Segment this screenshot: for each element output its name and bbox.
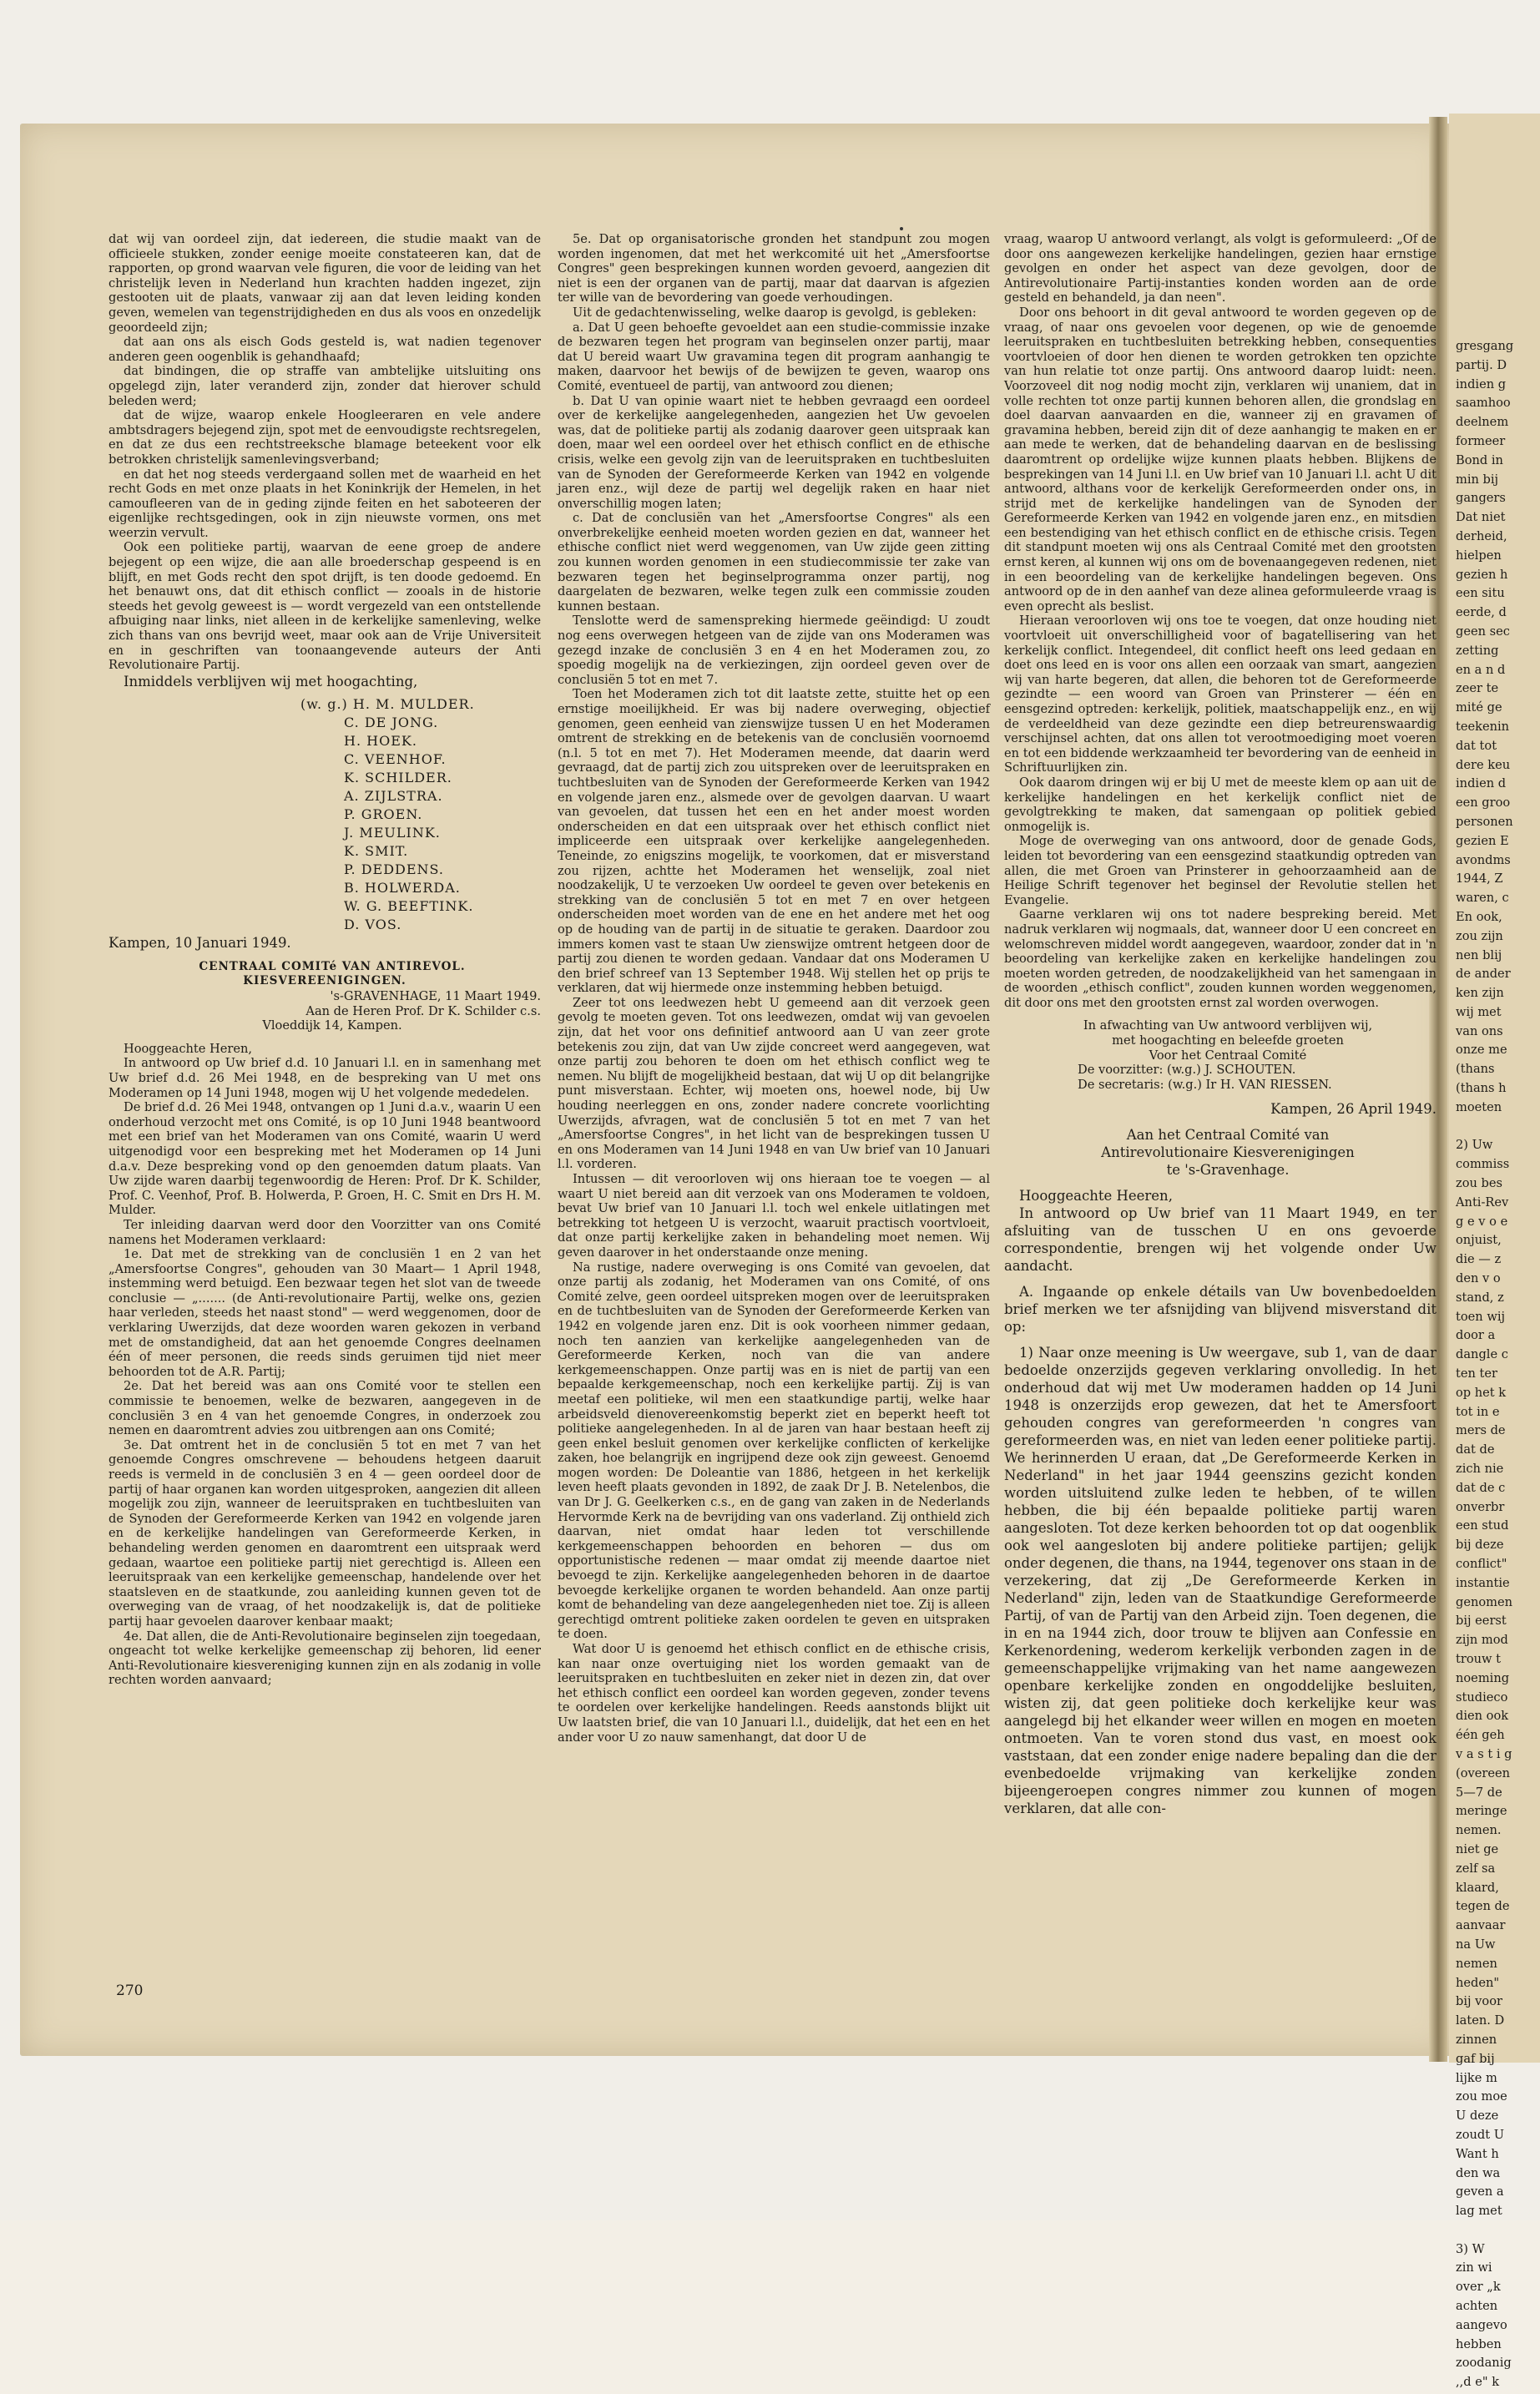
next-page-fragment: (overeen: [1456, 1765, 1511, 1780]
next-page-fragment: deelnem: [1456, 415, 1509, 430]
next-page-fragment: Anti-Rev: [1456, 1194, 1509, 1210]
next-page-fragment: formeer: [1456, 433, 1506, 448]
next-page-fragment: (thans h: [1456, 1081, 1507, 1096]
next-page-fragment: zetting: [1456, 643, 1499, 658]
paragraph: c. Dat de conclusiën van het „Amersfoortse Congres" als een onverbrekelijke eenheid moeten worden gezien en dat, wanneer het ethische conflict niet werd weggenomen, van Uw zijde geen zitting zou kunnen worden genomen in een studiecommissie ter zake van bezwaren tegen het beginselprogramma onzer partij, nog daargelaten de bezwaren, welke tegen zulk een commissie zouden kunnen bestaan.: [558, 511, 990, 614]
next-page-fragment: dere keu: [1456, 757, 1511, 772]
next-page-fragment: zou moe: [1456, 2089, 1507, 2104]
paragraph: en dat het nog steeds verdergaand sollen met de waarheid en het recht Gods en met onze plaats in het Koninkrijk der Hemelen, in het camoufleeren van de in geding zijnde feiten en het saboteeren der eigenlijke rechtsgedingen, ook in zijn nieuwste vormen, ons met weerzin vervult.: [109, 467, 541, 540]
next-page-fragment: derheid,: [1456, 528, 1507, 543]
addressee-line: Aan het Centraal Comité van: [1126, 1127, 1330, 1144]
next-page-fragment: gezien E: [1456, 833, 1509, 848]
next-page-fragment: mité ge: [1456, 700, 1502, 715]
paragraph: Tenslotte werd de samenspreking hiermede geëindigd: U zoudt nog eens overwegen hetgeen van de zijde van ons Moderamen was gezegd inzake de conclusiën 3 en 4 en het Moderamen zou, zo spoedig mogelijk na de verkiezingen, zijn oordeel geven over de conclusiën 5 tot en met 7.: [558, 614, 990, 687]
paragraph: Door ons behoort in dit geval antwoord te worden gegeven op de vraag, of naar ons gevoelen voor degenen, op wie de genoemde leeruitspraken en tuchtbesluiten betrekking hebben, consequenties voortvloeien of door hen dienen te worden getrokken ten opzichte van hun relatie tot onze partij. Ons antwoord daarop luidt: neen. Voorzoveel dit nog nodig mocht zijn, verklaren wij unaniem, dat in volle rechten tot onze partij kunnen behoren allen, die grondslag en doel daarvan aanvaarden en die, wanneer zij en gravamen of gravamina hebben, bereid zijn dit of deze aanhangig te maken en er aan mede te werken, dat de behandeling daarvan en de beslissing daaromtrent op ordelijke wijze kunnen plaats hebben. Blijkens de besprekingen van 14 Juni l.l. en Uw brief van 10 Januari l.l. acht U dit antwoord, althans voor de kerkelijk Gereformeerden onder ons, in strijd met de kerkelijke handelingen van de Synoden der Gereformeerde Kerken van 1942 en volgende jaren enz., en mitsdien een bestendiging van het ethisch conflict en de ethische crisis. Tegen dit standpunt moeten wij ons als Centraal Comité met den grootsten ernst keren, al kunnen wij ons om de bovenaangegeven redenen, niet in een beoordeling van de kerkelijke handelingen begeven. Ons antwoord op de in den aanhef van deze alinea geformuleerde vraag is even oprecht als beslist.: [1004, 305, 1436, 614]
next-page-fragment: ten ter: [1456, 1366, 1498, 1381]
signatory: P. DEDDENS.: [344, 861, 445, 877]
paragraph: 4e. Dat allen, die de Anti-Revolutionaire beginselen zijn toegedaan, ongeacht tot welke kerkelijke gemeenschap zij behoren, lid eener Anti-Revolutionaire kiesvereniging kunnen zijn en als zodanig in volle rechten worden aanvaard;: [109, 1629, 541, 1688]
next-page-fragment: 3) W: [1456, 2241, 1485, 2256]
next-page-fragment: aangevo: [1456, 2317, 1507, 2332]
next-page-fragment: op het k: [1456, 1385, 1507, 1400]
closing-line: Inmiddels verblijven wij met hoogachting,: [124, 673, 418, 689]
salutation: Hooggeachte Heeren,: [1019, 1188, 1173, 1205]
next-page-fragment: de ander: [1456, 967, 1511, 982]
next-page-fragment: van ons: [1456, 1023, 1503, 1038]
signatory: K. SCHILDER.: [344, 769, 452, 785]
next-page-fragment: g e v o e: [1456, 1214, 1508, 1229]
next-page-fragment: saamhoo: [1456, 396, 1511, 411]
next-page-fragment: trouw t: [1456, 1651, 1502, 1666]
next-page-fragment: zelf sa: [1456, 1861, 1496, 1876]
next-page-fragment: gangers: [1456, 491, 1506, 506]
next-page-fragment: na Uw: [1456, 1937, 1496, 1952]
paragraph: dat de wijze, waarop enkele Hoogleeraren en vele andere ambtsdragers bejegend zijn, spot met de eenvoudigste rechtsregelen, en dat ze dus een rechtstreeksche blamage beteekent voor elk betrokken christelijk samenlevingsverband;: [109, 408, 541, 467]
signatory: J. MEULINK.: [344, 824, 441, 841]
next-page-fragment: ken zijn: [1456, 986, 1504, 1001]
next-page-fragment: niet ge: [1456, 1841, 1499, 1856]
paragraph: Gaarne verklaren wij ons tot nadere bespreking bereid. Met nadruk verklaren wij nogmaals, dat, wanneer door U een concreet en welomschreven middel wordt aangegeven, waardoor, zonder dat in 'n beoordeling van kerkelijke zaken en kerkelijke handelingen zou moeten worden getreden, de noodzakelijkheid van het samengaan in de woorden „ethisch conflict", zouden kunnen worden weggenomen, dit door ons met den grootsten ernst zal worden overwogen.: [1004, 907, 1436, 1010]
next-page-fragment: v a s t i g: [1456, 1746, 1512, 1761]
signature-chair: De voorzitter: (w.g.) J. SCHOUTEN.: [1078, 1063, 1296, 1078]
signatory: K. SMIT.: [344, 842, 409, 859]
paragraph: 5e. Dat op organisatorische gronden het standpunt zou mogen worden ingenomen, dat met het werkcomité uit het „Amersfoortse Congres" geen besprekingen kunnen worden gevoerd, aangezien dit niet is een der organen van de partij, maar dat daarvan is afgezien ter wille van de bevordering van goede verhoudingen.: [558, 232, 990, 306]
addressee-line: Vloeddijk 14, Kampen.: [262, 1018, 402, 1033]
next-page-fragment: Dat niet: [1456, 510, 1506, 525]
next-page-fragment: zin wi: [1456, 2260, 1492, 2275]
signatory: C. DE JONG.: [344, 714, 439, 730]
next-page-fragment: hebben: [1456, 2336, 1502, 2351]
closing-line: met hoogachting en beleefde groeten: [1112, 1033, 1344, 1048]
next-page-fragment: teekenin: [1456, 719, 1510, 734]
next-page-fragment: heden": [1456, 1975, 1500, 1990]
paragraph: Ook een politieke partij, waarvan de eene groep de andere bejegent op een wijze, die aan alle broederschap gespeend is en blijft, en met Gods recht den spot drijft, is ten doode gedoemd. En het benauwt ons, dat dit ethisch conflict — zooals in de historie steeds het gevolg geweest is — wordt vergezeld van een ontstellende afbuiging naar links, niet alleen in de kerkelijke samenleving, welke zich thans van ons bevrijd weet, maar ook aan de Vrije Universiteit en in geschriften van toonaangevende auteurs der Anti Revolutionaire Partij.: [109, 540, 541, 673]
column-left: [109, 232, 541, 2002]
next-page-fragment: die — z: [1456, 1252, 1502, 1267]
next-page-fragment: instantie: [1456, 1575, 1510, 1590]
paragraph: In antwoord op Uw brief d.d. 10 Januari l.l. en in samenhang met Uw brief d.d. 26 Mei 1948, en de bespreking van U met ons Moderamen op 14 Juni 1948, mogen wij U het volgende mededelen.: [109, 1056, 541, 1100]
next-page-fragment: dangle c: [1456, 1347, 1508, 1362]
signatory: P. GROEN.: [344, 806, 423, 822]
next-page-fragment: zou zijn: [1456, 928, 1503, 943]
next-page-fragment: toen wij: [1456, 1309, 1506, 1324]
salutation: Hooggeachte Heren,: [124, 1041, 253, 1056]
next-page-fragment: commiss: [1456, 1157, 1510, 1172]
addressee-line: te 's-Gravenhage.: [1166, 1162, 1290, 1179]
next-page-fragment: nemen: [1456, 1956, 1497, 1971]
letter-date: Kampen, 26 April 1949.: [1270, 1101, 1436, 1118]
column-right: [1004, 232, 1436, 2035]
next-page-fragment: een stud: [1456, 1518, 1509, 1533]
next-page-fragment: wij met: [1456, 1004, 1502, 1019]
signatory: H. HOEK.: [344, 732, 417, 749]
next-page-fragment: door a: [1456, 1328, 1496, 1343]
paragraph: dat aan ons als eisch Gods gesteld is, wat nadien tegenover anderen geen oogenblik is gehandhaafd;: [109, 335, 541, 364]
next-page-fragment: Want h: [1456, 2146, 1499, 2161]
next-page-fragment: een situ: [1456, 586, 1505, 601]
next-page-fragment: nen blij: [1456, 947, 1502, 962]
signatory: B. HOLWERDA.: [344, 879, 461, 896]
paragraph: Toen het Moderamen zich tot dit laatste zette, stuitte het op een ernstige moeilijkheid. Er was bij nadere overweging, objectief genomen, geen eenheid van zienswijze tussen U en het Moderamen omtrent de strekking en de betekenis van de conclusiën voornoemd (n.l. 5 tot en met 7). Het Moderamen meende, dat daarin werd gevraagd, dat de partij zich zou uitspreken over de leeruitspraken en tuchtbesluiten van de Synoden der Gereformeerde Kerken van 1942 en volgende jaren enz., alsmede over de gevolgen daarvan. U waart van gevoelen, dat tussen het een en het ander moest worden onderscheiden en dat een uitspraak over het ethisch conflict niet impliceerde een uitspraak over kerkelijke aangelegenheden. Teneinde, zo enigszins mogelijk, te voorkomen, dat er misverstand zou rijzen, achtte het Moderamen het wenselijk, zoal niet noodzakelijk, U te verzoeken Uw oordeel te geven over betekenis en strekking van de conclusiën 5 tot en met 7 en over hetgeen onderscheiden moet worden van de ene en het andere met het oog op de houding van de partij in de situatie te geraken. Daardoor zou immers komen vast te staan Uw zienswijze omtrent hetgeen door de partij zou dienen te worden gedaan. Vandaar dat ons Moderamen U den brief schreef van 13 September 1948. Wij stellen het op prijs te verklaren, dat wij hiermede onze instemming hebben betuigd.: [558, 687, 990, 996]
next-page-fragment: [1456, 2223, 1540, 2242]
next-page-fragment: onze me: [1456, 1043, 1507, 1058]
next-page-fragment: dat de c: [1456, 1480, 1506, 1495]
paragraph: Ook daarom dringen wij er bij U met de meeste klem op aan uit de kerkelijke handelingen en het kerkelijk conflict niet de gevolgtrekking te maken, dat samengaan op politiek gebied onmogelijk is.: [1004, 775, 1436, 834]
next-page-fragment: stand, z: [1456, 1290, 1504, 1305]
signatory-list: [300, 695, 541, 934]
paragraph: Uit de gedachtenwisseling, welke daarop is gevolgd, is gebleken:: [573, 305, 977, 320]
signatory: (w. g.) H. M. MULDER.: [300, 695, 475, 712]
next-page-fragment: tegen de: [1456, 1899, 1510, 1914]
paragraph: b. Dat U van opinie waart niet te hebben gevraagd een oordeel over de kerkelijke aangelegenheden, aangezien het Uw gevoelen was, dat de politieke partij als zodanig daarover geen uitspraak kan doen, maar wel een oordeel over het ethisch conflict en de ethische crisis, welke een gevolg zijn van de leeruitspraken en tuchtbesluiten van de Synoden der Gereformeerde Kerken van 1942 en volgende jaren enz., wijl deze de partij wel degelijk raken en haar niet onverschillig mogen laten;: [558, 393, 990, 511]
paragraph: 1) Naar onze meening is Uw weergave, sub 1, van de daar bedoelde onzerzijds gegeven verklaring onvolledig. In het onderhoud dat wij met Uw moderamen hadden op 14 Juni 1948 is onzerzijds erop gewezen, dat het te Amersfoort gehouden congres van gereformeerden 'n congres van gereformeerden was, en niet van leden eener politieke partij. We herinnerden U eraan, dat „De Gereformeerde Kerken in Nederland" in het jaar 1944 geenszins gezicht konden worden uitsluitend zulke leden te hebben, of te willen hebben, die bij één bepaalde politieke partij waren aangesloten. Tot deze kerken behoorden tot op dat oogenblik ook wel aangesloten bij andere politieke partijen; gelijk onder degenen, die thans, na 1944, tegenover ons staan in de verzekering, dat zij „De Gereformeerde Kerken in Nederland" zijn, leden van de Staatkundige Gereformeerde Partij, of van de Partij van den Arbeid zijn. Toen degenen, die in en na 1944 zich, door trouw te blijven aan Confessie en Kerkenordening, wederom kerkelijk verbonden zagen in de gemeenschappelijke vrijmaking van het name aangewezen openbare kerkelijke zonden en ongoddelijke besluiten, wisten zij, dat geen politieke doch kerkelijke keur was aangelegd bij het elkander weer willen en mogen en moeten ontmoeten. Van te voren stond dus vast, en moest ook vaststaan, dat een zonder enige nadere bepaling dan die der evenbedoelde vrijmaking van kerkelijke zonden bijeengeroepen congres nimmer zou kunnen of mogen verklaren, dat alle con-: [1004, 1345, 1436, 1817]
next-page-fragment: personen: [1456, 814, 1513, 829]
next-page-fragment: bij deze: [1456, 1538, 1504, 1553]
signatory: C. VEENHOF.: [344, 750, 447, 767]
next-page-fragment: laten. D: [1456, 2013, 1505, 2028]
dateline: 's-GRAVENHAGE, 11 Maart 1949.: [330, 989, 541, 1003]
next-page-fragment: genomen: [1456, 1594, 1513, 1609]
next-page-fragment: hielpen: [1456, 548, 1502, 563]
paragraph: Na rustige, nadere overweging is ons Comité van gevoelen, dat onze partij als zodanig, het Moderamen van ons Comité, of ons Comité zelve, geen oordeel uitspreken mogen over de leeruitspraken en de tuchtbesluiten van de Synoden der Gereformeerde Kerken van 1942 en volgende jaren enz. Dit is ook voorheen nimmer gedaan, noch ten aanzien van kerkelijke aangelegenheden van de Gereformeerde Kerken, noch van die van andere kerkgemeenschappen. Onze partij was en is niet de partij van een bepaalde kerkgemeenschap, noch een kerkelijke partij. Zij is van meetaf een politieke, wil men een staatkundige partij, welke haar arbeidsveld dienovereenkomstig beperkt ziet en beperkt heeft tot politieke aangelegenheden. In al de jaren van haar bestaan heeft zij geen enkel besluit genomen over kerkelijke conflicten of kerkelijke zaken, hoe belangrijk en ingrijpend deze ook zijn geweest. Genoemd mogen worden: De Doleantie van 1886, hetgeen in het kerkelijk leven heeft plaats gevonden in 1892, de zaak Dr J. B. Netelenbos, die van Dr J. G. Geelkerken c.s., en de gang van zaken in de Nederlands Hervormde Kerk na de bevrijding van ons vaderland. Zij onthield zich daarvan, niet omdat haar leden tot verschillende kerkgemeenschappen behoorden en behoren — dus om opportunistische redenen — maar omdat zij meende daartoe niet bevoegd te zijn. Kerkelijke aangelegenheden behoren in de daartoe bevoegde kerkelijke organen te worden behandeld. Aan onze partij komt de behandeling van deze aangelegenheden niet toe. Zij is alleen gerechtigd omtrent politieke zaken oordelen te geven en uitspraken te doen.: [558, 1260, 990, 1642]
paragraph: In antwoord op Uw brief van 11 Maart 1949, en ter afsluiting van de tusschen U en ons gevoerde correspondentie, brengen wij het volgende onder Uw aandacht.: [1004, 1205, 1436, 1275]
next-page-fragment: noeming: [1456, 1670, 1510, 1685]
signatory: W. G. BEEFTINK.: [344, 897, 474, 914]
next-page-fragment: één geh: [1456, 1728, 1505, 1743]
next-page-fragment: bij voor: [1456, 1994, 1502, 2009]
next-page-fragment: zich nie: [1456, 1462, 1504, 1477]
paragraph: Wat door U is genoemd het ethisch conflict en de ethische crisis, kan naar onze overtuiging niet los worden gemaakt van de leeruitspraken en tuchtbesluiten en zeker niet in dezen zin, dat over het ethisch conflict een oordeel kan worden gegeven, zonder tevens te oordelen over kerkelijke handelingen. Reeds aanstonds blijkt uit Uw laatsten brief, die van 10 Januari l.l., duidelijk, dat het een en het ander voor U zo nauw samenhangt, dat door U de: [558, 1642, 990, 1745]
next-page-fragment: indien g: [1456, 376, 1507, 391]
next-page-fragment: een groo: [1456, 795, 1511, 811]
paragraph: Hieraan veroorloven wij ons toe te voegen, dat onze houding niet voortvloeit uit onverschilligheid voor of bagatellisering van het kerkelijk conflict. Integendeel, dit conflict heeft ons leed gedaan en doet ons leed en is voor ons allen een oorzaak van smart, aangezien wij van harte begeren, dat allen, die behoren tot de Gereformeerde gezindte — een woord van Groen van Prinsterer — één en eensgezind optreden: kerkelijk, politiek, maatschappelijk enz., en wij de verdeeldheid van deze gezindte een diep betreurenswaardig verschijnsel achten, dat ons allen tot verootmoediging moet voeren en tot een biddende werkzaamheid ter bevordering van de eenheid in Schriftuurlijken zin.: [1004, 614, 1436, 775]
next-page-fragment: zeer te: [1456, 681, 1499, 696]
paragraph: 3e. Dat omtrent het in de conclusiën 5 tot en met 7 van het genoemde Congres omschrevene — behoudens hetgeen daaruit reeds is vermeld in de conclusiën 3 en 4 — geen oordeel door de partij of haar organen kan worden uitgesproken, aangezien dit alleen mogelijk zou zijn, wanneer de leeruitspraken en tuchtbesluiten van de Synoden der Gereformeerde Kerken van 1942 en volgende jaren en de kerkelijke handelingen van Gereformeerde Kerken, in behandeling werden genomen en daaromtrent een uitspraak werd gedaan, waartoe een politieke partij niet gerechtigd is. Alleen een leeruitspraak van een kerkelijke gemeenschap, handelende over het staatsleven en de staatkunde, zou aanleiding kunnen geven tot de overweging van de vraag, of het noodzakelijk is, dat de politieke partij haar gevoelen daarover kenbaar maakt;: [109, 1437, 541, 1629]
next-page-fragment: onjuist,: [1456, 1233, 1502, 1248]
next-page-fragment: gezien h: [1456, 567, 1508, 582]
next-page-fragment: studieco: [1456, 1689, 1508, 1705]
paragraph: Intussen — dit veroorloven wij ons hieraan toe te voegen — al waart U niet bereid aan dit verzoek van ons Moderamen te voldoen, bevat Uw brief van 10 Januari l.l. toch wel enkele uitlatingen met betrekking tot hetgeen U is verzocht, waaruit practisch voortvloeit, dat onze partij kerkelijke zaken in behandeling moet nemen. Wij geven daarover in het onderstaande onze mening.: [558, 1172, 990, 1260]
paragraph: 1e. Dat met de strekking van de conclusiën 1 en 2 van het „Amersfoortse Congres", gehouden van 30 Maart— 1 April 1948, instemming werd betuigd. Een bezwaar tegen het slot van de tweede conclusie — „....... (de Anti-revolutionaire Partij, welke ons, gezien haar verleden, steeds het naast stond" — werd weggenomen, door de verklaring Uwerzijds, dat deze woorden waren gekozen in verband met de omstandigheid, dat aan het genoemde Congres deelnamen één of meer personen, die reeds sinds geruimen tijd niet meer behoorden tot de A.R. Partij;: [109, 1247, 541, 1379]
next-page-fragment: zijn mod: [1456, 1633, 1508, 1648]
next-page-fragment: avondms: [1456, 852, 1511, 867]
signatory: A. ZIJLSTRA.: [344, 787, 443, 804]
page-number: 270: [116, 1982, 144, 1999]
next-page-fragment: dien ook: [1456, 1709, 1509, 1724]
next-page-fragment: zoudt U: [1456, 2127, 1505, 2142]
next-page-fragment: dat tot: [1456, 738, 1497, 753]
next-page-fragment: nemen.: [1456, 1823, 1502, 1838]
next-page-fragment: achten: [1456, 2299, 1498, 2314]
next-page-fragment: lag met: [1456, 2204, 1502, 2219]
paragraph: vraag, waarop U antwoord verlangt, als volgt is geformuleerd: „Of de door ons aangewezen kerkelijke handelingen, gezien haar ernstige gevolgen en onder het aspect van deze gevolgen, door de Antirevolutionaire Partij-instanties konden worden aan de orde gesteld en behandeld, ja dan neen".: [1004, 232, 1436, 306]
next-page-fragment: ,,d e" k: [1456, 2375, 1500, 2390]
next-page-fragment: [1456, 1119, 1540, 1139]
paragraph: A. Ingaande op enkele détails van Uw bovenbedoelden brief merken we ter afsnijding van blijvend misverstand dit op:: [1004, 1284, 1436, 1336]
paragraph: De brief d.d. 26 Mei 1948, ontvangen op 1 Juni d.a.v., waarin U een onderhoud verzocht met ons Comité, is op 10 Juni 1948 beantwoord met een brief van het Moderamen van ons Comité, waarin U werd uitgenodigd voor een bespreking met het Moderamen op 14 Juni d.a.v. Deze bespreking vond op den genoemden datum plaats. Van Uw zijde waren daarbij tegenwoordig de Heren: Prof. Dr K. Schilder, Prof. C. Veenhof, Prof. B. Holwerda, P. Groen, H. C. Smit en Drs H. M. Mulder.: [109, 1100, 541, 1218]
next-page-fragment: zou bes: [1456, 1176, 1502, 1191]
addressee-line: Aan de Heren Prof. Dr K. Schilder c.s.: [305, 1003, 541, 1018]
next-page-fragment: zoodanig: [1456, 2356, 1512, 2371]
next-page-fragment: partij. D: [1456, 357, 1507, 372]
next-page-fragment: gaf bij: [1456, 2051, 1495, 2066]
signature-secretary: De secretaris: (w.g.) Ir H. VAN RIESSEN.: [1078, 1077, 1332, 1092]
next-page-fragment: dat de: [1456, 1442, 1495, 1457]
next-page-fragment: En ook,: [1456, 909, 1502, 924]
next-page-fragment: 2) Uw: [1456, 1138, 1493, 1153]
next-page-fragment: over „k: [1456, 2280, 1501, 2295]
next-page-fragment: U deze: [1456, 2109, 1499, 2124]
next-page-fragment: lijke m: [1456, 2070, 1497, 2085]
next-page-fragment: min bij: [1456, 472, 1499, 487]
column-middle: [558, 232, 990, 2027]
next-page-fragment: 1944, Z: [1456, 871, 1503, 886]
paragraph: 2e. Dat het bereid was aan ons Comité voor te stellen een commissie te benoemen, welke de bezwaren, aangegeven in de conclusiën 3 en 4 van het genoemde Congres, in onderzoek zou nemen en daaromtrent advies zou uitbrengen aan ons Comité;: [109, 1379, 541, 1438]
next-page-fragment: mers de: [1456, 1423, 1506, 1438]
next-page-fragment: conflict": [1456, 1557, 1507, 1571]
paragraph: dat bindingen, die op straffe van ambtelijke uitsluiting ons opgelegd zijn, later veranderd zijn, zonder dat hierover schuld beleden werd;: [109, 364, 541, 408]
next-page-fragment: onverbr: [1456, 1499, 1505, 1514]
addressee-line: Antirevolutionaire Kiesverenigingen: [1101, 1144, 1355, 1161]
paragraph: Moge de overweging van ons antwoord, door de genade Gods, leiden tot bevordering van een eensgezind staatkundig optreden van allen, die met Groen van Prinsterer in gehoorzaamheid aan de Heilige Schrift tegenover het beginsel der Revolutie stellen het Evangelie.: [1004, 834, 1436, 907]
place-date: Kampen, 10 Januari 1949.: [109, 934, 291, 951]
paragraph: a. Dat U geen behoefte gevoeldet aan een studie-commissie inzake de bezwaren tegen het program van beginselen onzer partij, maar dat U bereid waart Uw gravamina tegen dit program aanhangig te maken, daarvoor het bewijs of de bewijzen te geven, waarop ons Comité, eventueel de partij, van antwoord zou dienen;: [558, 320, 990, 393]
next-page-fragment: geen sec: [1456, 624, 1510, 639]
next-page-fragment: bij eerst: [1456, 1614, 1507, 1629]
next-page-fragment: (thans: [1456, 1062, 1495, 1077]
paragraph: dat wij van oordeel zijn, dat iedereen, die studie maakt van de officieele stukken, zonder eenige moeite constateeren kan, dat de rapporten, op grond waarvan vele figuren, die voor de leiding van het christelijk leven in Nederland hun krachten hadden ingezet, zijn gestooten uit de plaats, vanwaar zij aan dat leven leiding konden geven, wemelen van tegenstrijdigheden en dus als voos en onzedelijk geoordeeld zijn;: [109, 232, 541, 335]
next-page-fragment: den v o: [1456, 1271, 1501, 1286]
next-page-fragment: Bond in: [1456, 452, 1503, 467]
paragraph: Zeer tot ons leedwezen hebt U gemeend aan dit verzoek geen gevolg te moeten geven. Tot ons leedwezen, omdat wij van gevoelen zijn, dat het voor ons definitief antwoord aan U van zeer grote betekenis zou zijn, dat van Uw zijde concreet werd aangegeven, wat onze partij zou behoren te doen om het ethisch conflict weg te nemen. Nu blijft de mogelijkheid bestaan, dat wij U op dit belangrijke punt misverstaan. Echter, wij moeten ons, hoewel node, bij Uw houding neerleggen en ons, zonder nadere concrete voorlichting Uwerzijds, afvragen, wat de conclusiën 5 tot en met 7 van het „Amersfoortse Congres", in het licht van de besprekingen tussen U en ons Moderamen van 14 Juni 1948 en van Uw brief van 10 Januari l.l. vorderen.: [558, 995, 990, 1172]
next-page-text: [1456, 339, 1540, 2394]
next-page-fragment: gresgang: [1456, 339, 1514, 353]
next-page-fragment: en a n d: [1456, 662, 1506, 677]
next-page-fragment: 5—7 de: [1456, 1785, 1502, 1800]
section-heading: CENTRAAL COMITé VAN ANTIREVOL. KIESVEREENIGINGEN.: [199, 959, 466, 988]
next-page-strip: [1449, 114, 1540, 2390]
next-page-fragment: tot in e: [1456, 1404, 1500, 1419]
next-page-fragment: zinnen: [1456, 2032, 1497, 2047]
page-ornament-dot: [900, 227, 903, 230]
next-page-fragment: klaard,: [1456, 1880, 1499, 1895]
closing-line: Voor het Centraal Comité: [1149, 1048, 1307, 1063]
next-page-fragment: den wa: [1456, 2165, 1501, 2180]
next-page-fragment: eerde, d: [1456, 605, 1507, 620]
next-page-fragment: meringe: [1456, 1804, 1507, 1819]
next-page-fragment: geven a: [1456, 2184, 1504, 2200]
next-page-fragment: waren, c: [1456, 891, 1509, 906]
signatory: D. VOS.: [344, 916, 402, 932]
next-page-fragment: moeten: [1456, 1099, 1502, 1114]
next-page-fragment: indien d: [1456, 776, 1507, 791]
closing-line: In afwachting van Uw antwoord verblijven wij,: [1083, 1018, 1373, 1033]
next-page-fragment: aanvaar: [1456, 1918, 1506, 1933]
paragraph: Ter inleiding daarvan werd door den Voorzitter van ons Comité namens het Moderamen verklaard:: [109, 1217, 541, 1247]
